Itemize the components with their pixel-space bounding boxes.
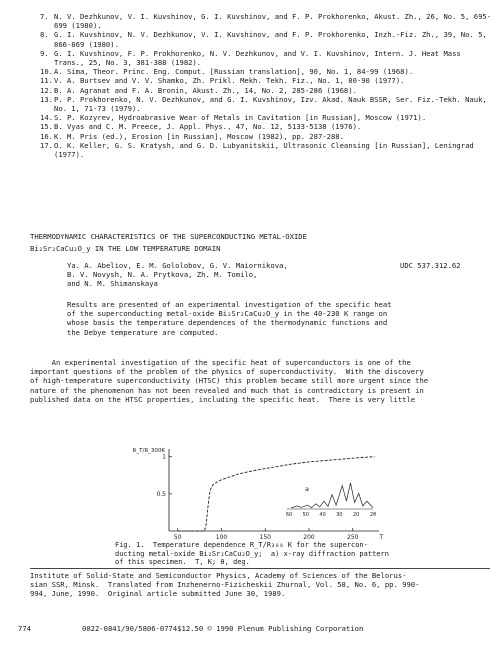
reference-item bbox=[40, 122, 495, 131]
author-list: Ya. A. Abeliov, E. M. Gololobov, G. V. Maiornikova, B. V. Novysh, N. A. Prytkova, Zh. M. Tomilo, and N. M. Shimanskaya bbox=[67, 261, 288, 289]
reference-item bbox=[40, 12, 495, 30]
reference-text: O. K. Keller, G. S. Kratysh, and G. D. Lubyanitskii, Ultrasonic Cleansing [in Russian], Leningrad (1977). bbox=[54, 140, 479, 160]
reference-number: 8. bbox=[40, 30, 49, 40]
reference-item bbox=[40, 141, 495, 159]
reference-number: 12. bbox=[40, 85, 53, 95]
reference-item bbox=[40, 76, 495, 85]
reference-item bbox=[40, 113, 495, 122]
reference-text: P. P. Prokhorenko, N. V. Dezhkunov, and G. I. Kuvshinov, Izv. Akad. Nauk BSSR, Ser. Fiz.-Tekh. Nauk, No. 1, 71-73 (1979). bbox=[54, 94, 492, 114]
x-tick-label: 100 bbox=[215, 534, 228, 541]
affiliation-footnote: Institute of Solid-State and Semiconductor Physics, Academy of Sciences of the Belorus- sian SSR, Minsk. Translated from Inzhenerno-Fizicheskii Zhurnal, Vol. 58, No. 6, pp. 990- 994, June, 1990. Original article submitted June 30, 1989. bbox=[30, 571, 420, 599]
reference-number: 17. bbox=[40, 140, 53, 150]
reference-number: 16. bbox=[40, 131, 53, 141]
figure-caption: Fig. 1. Temperature dependence R_T/R₃₀₀ K for the supercon- ducting metal-oxide Bi₂Sr₂CaCu₂O_y; a) x-ray diffraction pattern of this specimen. T, K; θ, deg. bbox=[115, 541, 389, 567]
inset-tick-label: 2θ bbox=[369, 512, 377, 518]
x-tick-label: 250 bbox=[347, 534, 359, 541]
inset-tick-label: 20 bbox=[353, 512, 360, 518]
x-tick-label: 200 bbox=[303, 534, 315, 541]
inset-tick-label: 40 bbox=[319, 512, 326, 518]
series-line bbox=[178, 457, 375, 531]
reference-text: B. A. Agranat and F. A. Bronin, Akust. Zh., 14, No. 2, 285-286 (1968). bbox=[54, 85, 357, 95]
article-title: THERMODYNAMIC CHARACTERISTICS OF THE SUPERCONDUCTING METAL-OXIDE bbox=[30, 232, 307, 241]
y-axis-label: R_T/R_300K bbox=[132, 448, 165, 454]
y-tick-label: 0.5 bbox=[156, 490, 166, 498]
reference-number: 11. bbox=[40, 76, 53, 86]
reference-text: K. M. Pris (ed.), Erosion [in Russian], Moscow (1982), pp. 287-288. bbox=[54, 131, 344, 141]
inset-label: a bbox=[305, 485, 309, 493]
inset-tick-label: 60 bbox=[285, 512, 293, 518]
body-paragraph: An experimental investigation of the specific heat of superconductors is one of the important questions of the problem of the physics of superconductivity. With the discovery of high-temperature superconductivity (HTSC) this problem became still more urgent since the nature of the phenomenon has not been revealed and much that is contradictory is present in published data on the HTSC properties, including the specific heat. There is very little bbox=[30, 358, 429, 404]
reference-number: 10. bbox=[40, 67, 53, 77]
reference-list bbox=[40, 12, 495, 159]
reference-text: G. I. Kuvshinov, F. P. Prokhorenko, N. V. Dezhkunov, and V. I. Kuvshinov, Intern. J. Heat Mass Trans., 25, No. 3, 381-388 (1982). bbox=[54, 48, 466, 68]
page-number: 774 bbox=[18, 624, 31, 633]
reference-item bbox=[40, 67, 495, 76]
reference-number: 15. bbox=[40, 122, 53, 132]
x-tick-label: 150 bbox=[259, 534, 271, 541]
inset-tick-label: 30 bbox=[336, 512, 343, 518]
reference-text: B. Vyas and C. M. Preece, J. Appl. Phys., 47, No. 12, 5133-5138 (1976). bbox=[54, 122, 362, 132]
diffraction-pattern bbox=[291, 483, 373, 508]
article-subtitle: Bi₂Sr₂CaCu₂O_y IN THE LOW TEMPERATURE DOMAIN bbox=[30, 244, 221, 253]
reference-text: V. A. Burtsev and V. V. Shamko, Zh. Prikl. Mekh. Tekh. Fiz., No. 1, 80-90 (1977). bbox=[54, 76, 405, 86]
copyright-line: 0022-0841/90/5806-0774$12.50 © 1990 Plenum Publishing Corporation bbox=[82, 624, 364, 633]
inset-tick-label: 50 bbox=[302, 512, 309, 518]
reference-item bbox=[40, 132, 495, 141]
reference-text: S. P. Kozyrev, Hydroabrasive Wear of Metals in Cavitation [in Russian], Moscow (1971). bbox=[54, 113, 427, 123]
reference-number: 7. bbox=[40, 12, 49, 21]
reference-item bbox=[40, 30, 495, 48]
resistance-temperature-chart bbox=[132, 445, 387, 543]
reference-item bbox=[40, 95, 495, 113]
reference-item bbox=[40, 49, 495, 67]
x-tick-label: 50 bbox=[173, 534, 182, 541]
abstract: Results are presented of an experimental investigation of the specific heat of the superconducting metal-oxide Bi₂Sr₂CaCu₂O_y in the 40-230 K range on whose basis the temperature dependences of the thermodynamic functions and the Debye temperature are computed. bbox=[67, 300, 392, 337]
reference-item bbox=[40, 86, 495, 95]
y-tick-label: 1 bbox=[162, 453, 166, 461]
x-axis-label: T bbox=[379, 534, 383, 541]
reference-number: 14. bbox=[40, 113, 53, 123]
reference-text: N. V. Dezhkunov, V. I. Kuvshinov, G. I. Kuvshinov, and F. P. Prokhorenko, Akust. Zh., 26, No. 5, 695-699 (1980). bbox=[54, 12, 492, 31]
reference-number: 9. bbox=[40, 48, 49, 58]
reference-text: A. Sima, Theor. Princ. Eng. Comput. [Russian translation], 90, No. 1, 84-99 (1968). bbox=[54, 67, 414, 77]
footnote-divider bbox=[30, 568, 490, 569]
reference-number: 13. bbox=[40, 94, 53, 104]
reference-text: G. I. Kuvshinov, N. V. Dezhkunov, V. I. Kuvshinov, and F. P. Prokhorenko, Inzh.-Fiz. Zh., 39, No. 5, 866-869 (1980). bbox=[54, 30, 492, 49]
udc-code: UDC 537.312.62 bbox=[400, 261, 461, 270]
